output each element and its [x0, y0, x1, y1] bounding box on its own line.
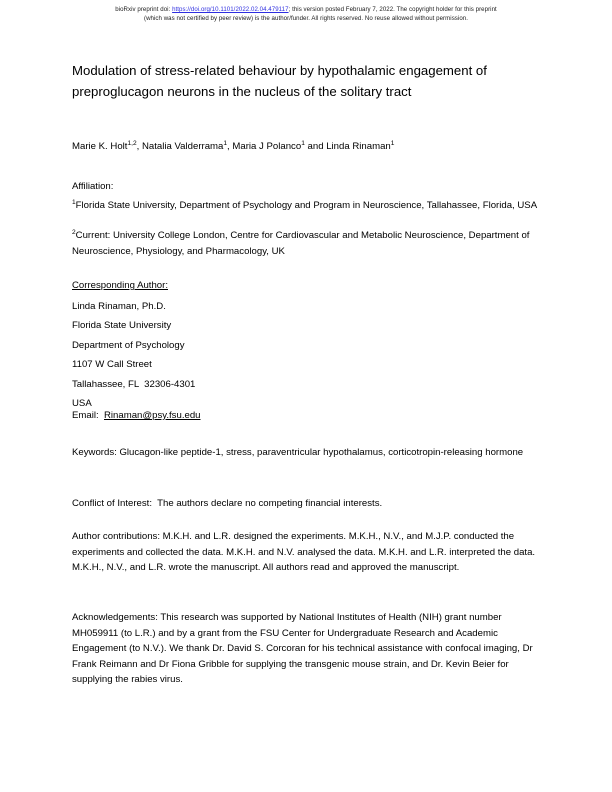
email-link[interactable]: Rinaman@psy.fsu.edu: [104, 410, 201, 421]
author-name: Linda Rinaman: [326, 141, 391, 152]
address-line: Florida State University: [72, 320, 172, 332]
stamp-prefix: bioRxiv preprint doi:: [115, 6, 173, 13]
address-line: Tallahassee, FL 32306-4301: [72, 378, 196, 390]
affiliation-text-1: Florida State University, Department of Psychology and Program in Neuroscience, Tallahassee, Florida, USA: [75, 200, 538, 211]
author-name: Maria J Polanco: [232, 141, 302, 152]
author-affiliation-marker: 1: [301, 139, 305, 147]
author-affiliation-marker: 1: [390, 139, 395, 147]
author-list: [72, 139, 542, 154]
email-label: Email:: [72, 410, 104, 421]
author-separator: ,: [136, 141, 142, 152]
author-affiliation-marker: 1: [223, 139, 228, 147]
affiliation-marker-2: 2: [72, 228, 76, 236]
author-separator: ,: [227, 141, 233, 152]
corresponding-author-address: [72, 297, 542, 413]
address-line: 1107 W Call Street: [72, 359, 152, 371]
author-name: Natalia Valderrama: [141, 141, 224, 152]
address-line: USA: [72, 398, 92, 410]
stamp-suffix: ; this version posted February 7, 2022. The copyright holder for this preprint: [288, 6, 497, 13]
address-line: Linda Rinaman, Ph.D.: [72, 301, 166, 312]
author-name: Marie K. Holt: [72, 141, 128, 152]
acknowledgements: Acknowledgements: This research was supported by National Institutes of Health (NIH) grant number MH059911 (to L.R.) and by a grant from the FSU Center for Undergraduate Research and Academic Engagement (to N.V.). We thank Dr. David S. Corcoran for his technical assistance with confocal imaging, Dr Frank Reimann and Dr Fiona Gribble for supplying the transgenic mouse strain, and Dr. Kevin Beier for supplying the rabies virus.: [72, 612, 533, 686]
biorxiv-preprint-stamp: [0, 5, 612, 23]
affiliation-item-2: [72, 228, 542, 259]
address-line: Department of Psychology: [72, 339, 185, 351]
affiliation-marker-1: 1: [72, 198, 76, 206]
doi-link[interactable]: https://doi.org/10.1101/2022.02.04.479117: [172, 6, 289, 13]
page-title: Modulation of stress-related behaviour by hypothalamic engagement of preproglucagon neurons in the nucleus of the solitary tract: [72, 63, 487, 99]
author-contributions: Author contributions: M.K.H. and L.R. designed the experiments. M.K.H., N.V., and M.J.P. conducted the experiments and collected the data. M.K.H. and N.V. analysed the data. M.K.H. and L.R. interpreted the data. M.K.H., N.V., and L.R. wrote the manuscript. All authors read and approved the manuscript.: [72, 531, 536, 574]
corresponding-author-heading: Corresponding Author:: [72, 280, 168, 291]
stamp-license-line: (which was not certified by peer review) is the author/funder. All rights reserved. No reuse allowed without permission.: [143, 15, 468, 23]
affiliation-text-2: Current: University College London, Centre for Cardiovascular and Metabolic Neuroscience, Department of Neuroscience, Physiology, and Pharmacology, UK: [72, 230, 530, 257]
affiliation-item-1: [72, 198, 542, 214]
conflict-of-interest: Conflict of Interest: The authors declare no competing financial interests.: [72, 498, 383, 509]
affiliation-heading: Affiliation:: [72, 181, 114, 192]
author-affiliation-marker: 1,2: [127, 139, 137, 147]
author-separator: and: [304, 141, 327, 152]
keywords-line: Keywords: Glucagon-like peptide-1, stress, paraventricular hypothalamus, corticotropin-releasing hormone: [72, 447, 524, 458]
corresponding-author-email-line: [72, 408, 201, 423]
